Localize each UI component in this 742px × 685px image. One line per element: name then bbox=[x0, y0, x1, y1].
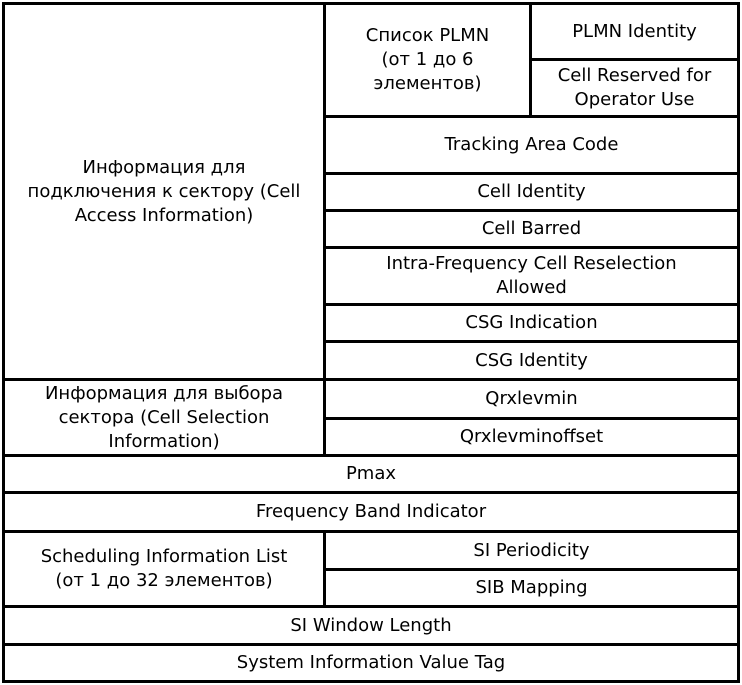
cell-access-information-group: Информация для подключения к сектору (Cell Access Information) bbox=[2, 2, 326, 381]
si-window-length-field: SI Window Length bbox=[2, 605, 740, 646]
frequency-band-indicator-field: Frequency Band Indicator bbox=[2, 491, 740, 533]
csg-indication-field: CSG Indication bbox=[323, 303, 740, 343]
cell-barred-field: Cell Barred bbox=[323, 209, 740, 249]
qrxlevmin-field: Qrxlevmin bbox=[323, 378, 740, 420]
cell-identity-field: Cell Identity bbox=[323, 172, 740, 212]
system-information-value-tag-field: System Information Value Tag bbox=[2, 643, 740, 683]
intra-frequency-cell-reselection-field: Intra-Frequency Cell Reselection Allowed bbox=[323, 246, 740, 306]
pmax-field: Pmax bbox=[2, 454, 740, 494]
cell-selection-information-group: Информация для выбора сектора (Cell Selection Information) bbox=[2, 378, 326, 457]
plmn-identity-field: PLMN Identity bbox=[529, 2, 740, 61]
scheduling-information-list-group: Scheduling Information List (от 1 до 32 элементов) bbox=[2, 530, 326, 608]
cell-reserved-for-operator-use-field: Cell Reserved for Operator Use bbox=[529, 58, 740, 118]
tracking-area-code-field: Tracking Area Code bbox=[323, 115, 740, 175]
plmn-list-group: Список PLMN (от 1 до 6 элементов) bbox=[323, 2, 532, 118]
sib-mapping-field: SIB Mapping bbox=[323, 568, 740, 608]
csg-identity-field: CSG Identity bbox=[323, 340, 740, 381]
si-periodicity-field: SI Periodicity bbox=[323, 530, 740, 571]
qrxlevminoffset-field: Qrxlevminoffset bbox=[323, 417, 740, 457]
